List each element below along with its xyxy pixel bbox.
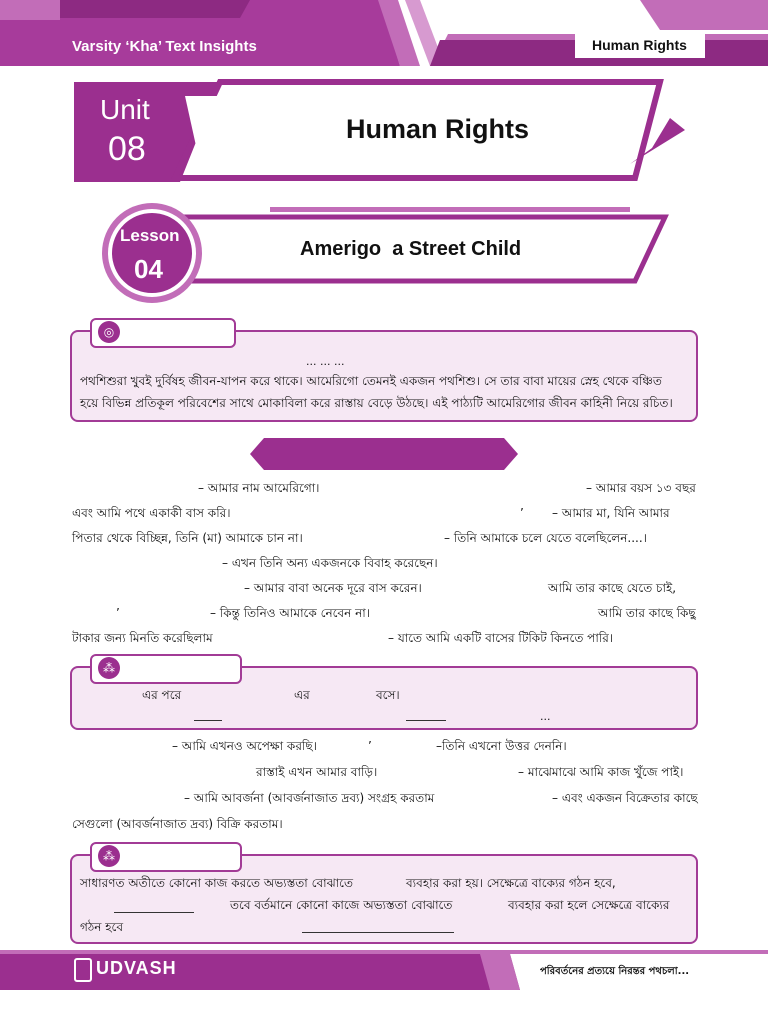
translation-text: – আমার বয়স ১৩ বছর: [586, 481, 696, 495]
translation-row: [72, 790, 696, 808]
footer-brand: UDVASH: [96, 958, 177, 978]
translation-text: – আমার মা, যিনি আমার: [552, 506, 670, 520]
lesson-title: Amerigo a Street Child: [300, 238, 522, 260]
translation-row: [72, 630, 696, 648]
grammar-text: গঠন হবে: [80, 920, 124, 934]
translation-text: – আমার বাবা অনেক দূরে বাস করেন।: [244, 581, 422, 595]
grammar-dots: ...: [540, 710, 551, 723]
intro-dots: ... ... ...: [306, 355, 345, 368]
grammar-word: এর পরে: [142, 688, 182, 702]
grammar-text: ব্যবহার করা হয়। সেক্ষেত্রে বাক্যের গঠন হবে,: [406, 876, 616, 890]
translation-text: সেগুলো (আবর্জনাজাত দ্রব্য) বিক্রি করতাম।: [72, 817, 283, 831]
network-icon: ⁂: [98, 657, 120, 679]
translation-row: [72, 530, 696, 548]
translation-text: – কিন্তু তিনিও আমাকে নেবেন না।: [210, 606, 371, 620]
translation-text: – মাঝেমাঝে আমি কাজ খুঁজে পাই।: [518, 765, 684, 779]
translation-text: – আমি আবর্জনা (আবর্জনাজাত দ্রব্য) সংগ্রহ করতাম: [184, 791, 435, 805]
translation-text: – এখন তিনি অন্য একজনকে বিবাহ করেছেন।: [222, 556, 438, 570]
translation-text: আমি তার কাছে যেতে চাই,: [548, 581, 677, 595]
grammar-word: বসে।: [376, 688, 400, 702]
intro-line-1: পথশিশুরা খুবই দুর্বিষহ জীবন-যাপন করে থাকে। আমেরিগো তেমনই একজন পথশিশু। সে তার বাবা মায়ের স্নেহ থেকে বঞ্চিত: [80, 374, 662, 388]
fill-blank: [302, 920, 454, 933]
translation-text: – তিনি আমাকে চলে যেতে বলেছিলেন....।: [444, 531, 647, 545]
grammar-text: তবে বর্তমানে কোনো কাজে অভ্যস্ততা বোঝাতে: [230, 898, 453, 912]
translation-row: [72, 738, 696, 756]
unit-number: 08: [108, 130, 146, 168]
section-header: [250, 438, 518, 470]
translation-text: ’: [520, 506, 524, 520]
fill-blank: [194, 708, 222, 721]
translation-text: – এবং একজন বিক্রেতার কাছে: [552, 791, 698, 805]
lesson-number: 04: [134, 254, 163, 284]
translation-text: এবং আমি পথে একাকী বাস করি।: [72, 506, 231, 520]
translation-text: টাকার জন্য মিনতি করেছিলাম: [72, 631, 213, 645]
fill-blank: [114, 900, 194, 913]
translation-row: [72, 764, 696, 782]
unit-label: Unit: [100, 94, 150, 125]
fill-blank: [406, 708, 446, 721]
translation-text: ’: [368, 739, 372, 753]
intro-line-2: হয়ে বিভিন্ন প্রতিকূল পরিবেশের সাথে মোকাবিলা করে রাস্তায় বেড়ে উঠছে। এই পাঠ্যটি আমেরিগোর জীবন কাহিনী নিয়ে রচিত।: [80, 396, 673, 410]
book-title: Varsity ‘Kha’ Text Insights: [72, 38, 257, 55]
lesson-label: Lesson: [120, 226, 180, 245]
translation-text: – আমার নাম আমেরিগো।: [198, 481, 320, 495]
translation-text: – আমি এখনও অপেক্ষা করছি।: [172, 739, 317, 753]
translation-text: আমি তার কাছে কিছু: [598, 606, 696, 620]
translation-row: [72, 480, 696, 498]
translation-text: রাস্তাই এখন আমার বাড়ি।: [256, 765, 378, 779]
translation-row: [72, 816, 696, 834]
translation-row: [72, 555, 696, 573]
chapter-title: Human Rights: [592, 37, 687, 53]
grammar-word: এর: [294, 688, 310, 702]
unit-title: Human Rights: [346, 114, 530, 144]
footer-tagline: পরিবর্তনের প্রত্যয়ে নিরন্তর পথচলা...: [540, 966, 690, 977]
grammar-text: সাধারণত অতীতে কোনো কাজ করতে অভ্যস্ততা বোঝাতে: [80, 876, 353, 890]
translation-text: – যাতে আমি একটি বাসের টিকিট কিনতে পারি।: [388, 631, 614, 645]
translation-text: পিতার থেকে বিচ্ছিন্ন, তিনি (মা) আমাকে চান না।: [72, 531, 303, 545]
translation-text: ’: [116, 606, 120, 620]
translation-row: [72, 605, 696, 623]
translation-row: [72, 580, 696, 598]
grammar-text: ব্যবহার করা হলে সেক্ষেত্রে বাক্যের: [508, 898, 670, 912]
translation-text: –তিনি এখনো উত্তর দেননি।: [436, 739, 567, 753]
target-icon: ◎: [98, 321, 120, 343]
network-icon: ⁂: [98, 845, 120, 867]
udvash-logo-icon: [74, 958, 92, 982]
translation-row: [72, 505, 696, 523]
